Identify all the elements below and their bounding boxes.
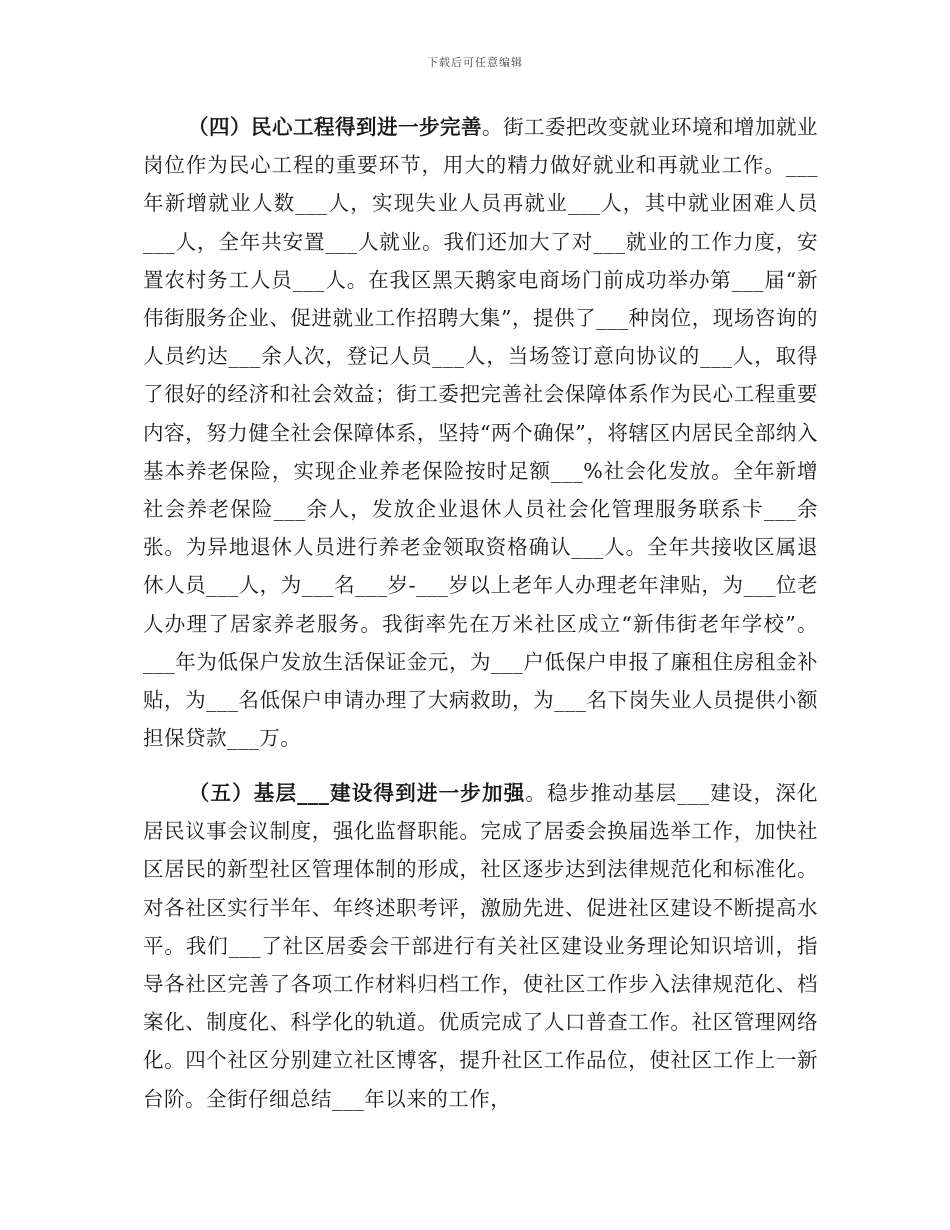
section-4-paragraph	[143, 108, 818, 757]
section-4-heading: （四）民心工程得到进一步完善	[188, 115, 482, 139]
section-5-heading: （五）基层___建设得到进一步加强	[188, 781, 526, 805]
page-header-note: 下载后可任意编辑	[427, 56, 523, 69]
section-4-body: 。街工委把改变就业环境和增加就业岗位作为民心工程的重要环节，用大的精力做好就业和再就业工作。___年新增就业人数___人，实现失业人员再就业___人，其中就业困难人员___人，全年共安置___人就业。我们还加大了对___就业的工作力度，安置农村务工人员___人。在我区黑天鹅家电商场门前成功举办第___届“新伟街服务企业、促进就业工作招聘大集”，提供了___种岗位，现场咨询的人员约达___余人次，登记人员___人，当场签订意向协议的___人，取得了很好的经济和社会效益；街工委把完善社会保障体系作为民心工程重要内容，努力健全社会保障体系，坚持“两个确保”，将辖区内居民全部纳入基本养老保险，实现企业养老保险按时足额___%社会化发放。全年新增社会养老保险___余人，发放企业退休人员社会化管理服务联系卡___余张。为异地退休人员进行养老金领取资格确认___人。全年共接收区属退休人员___人，为___名___岁-___岁以上老年人办理老年津贴，为___位老人办理了居家养老服务。我街率先在万米社区成立“新伟街老年学校”。___年为低保户发放生活保证金元，为___户低保户申报了廉租住房租金补贴，为___名低保户申请办理了大病救助，为___名下岗失业人员提供小额担保贷款___万。	[143, 115, 818, 751]
section-5-body: 。稳步推动基层___建设，深化居民议事会议制度，强化监督职能。完成了居委会换届选举工作，加快社区居民的新型社区管理体制的形成，社区逐步达到法律规范化和标准化。对各社区实行半年、年终述职考评，激励先进、促进社区建设不断提高水平。我们___了社区居委会干部进行有关社区建设业务理论知识培训，指导各社区完善了各项工作材料归档工作，使社区工作步入法律规范化、档案化、制度化、科学化的轨道。优质完成了人口普查工作。社区管理网络化。四个社区分别建立社区博客，提升社区工作品位，使社区工作上一新台阶。全街仔细总结___年以来的工作，	[143, 781, 819, 1111]
section-5-paragraph	[143, 774, 818, 1118]
